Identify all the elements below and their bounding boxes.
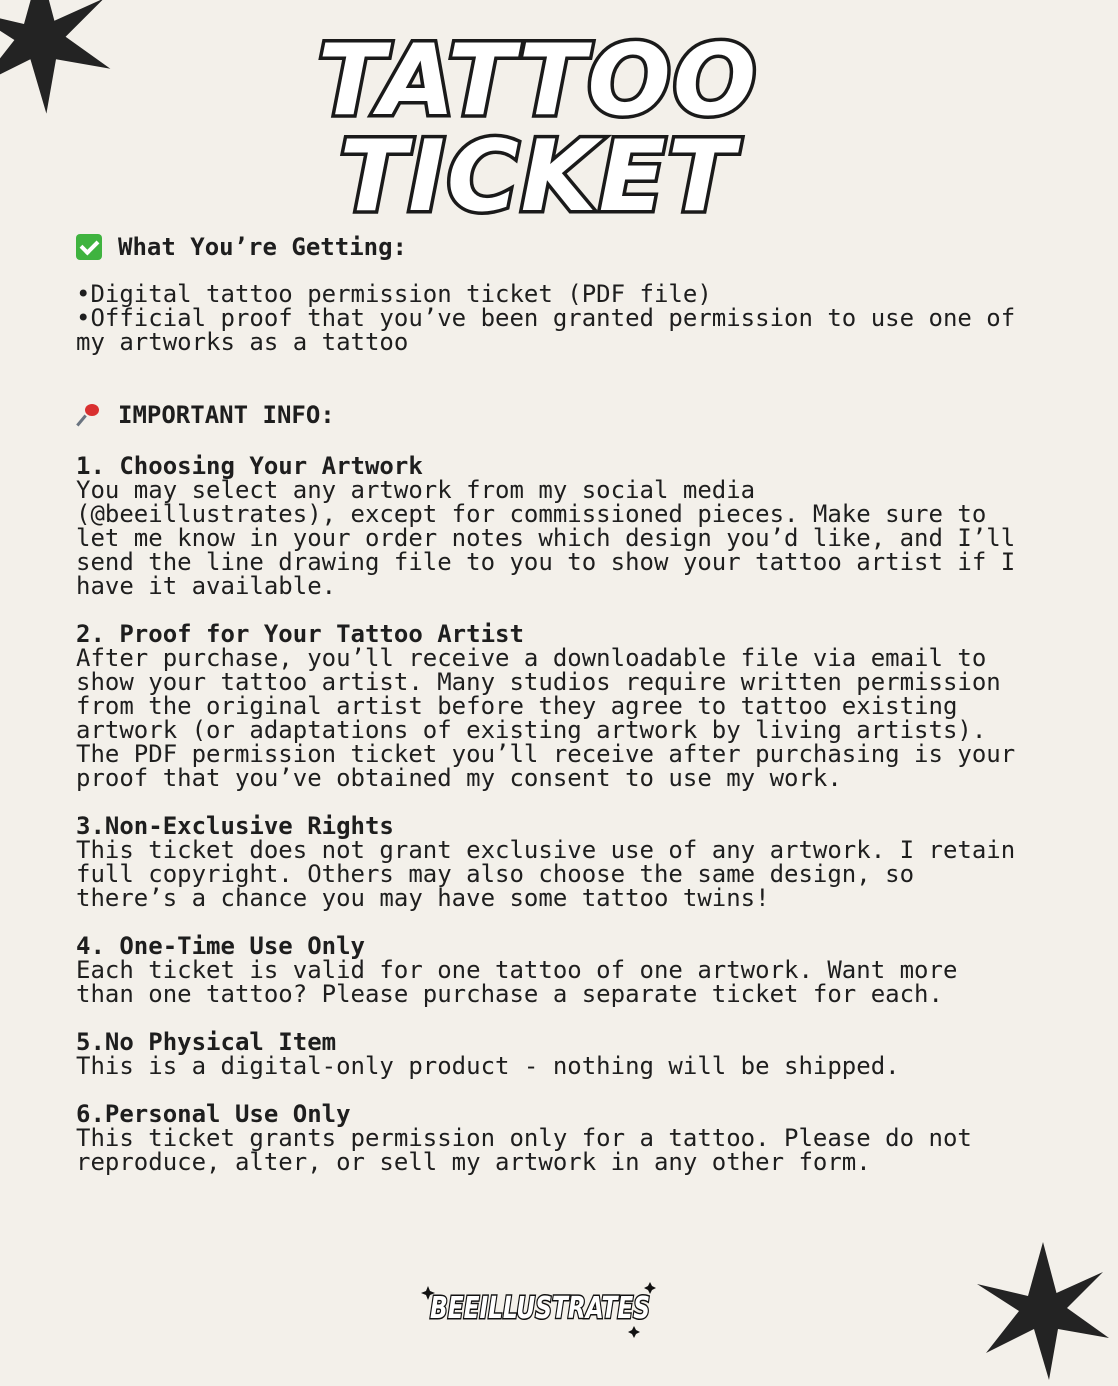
getting-list xyxy=(76,282,1016,354)
star-decoration-icon xyxy=(968,1236,1118,1386)
section-heading: 5.No Physical Item xyxy=(76,1028,337,1056)
section-personal-use xyxy=(76,1102,1016,1174)
list-item: •Official proof that you’ve been granted permission to use one of my artworks as a tattoo xyxy=(76,304,1016,356)
section-body: This ticket grants permission only for a tattoo. Please do not reproduce, alter, or sell my artwork in any other form. xyxy=(76,1124,972,1176)
getting-heading-text: What You’re Getting: xyxy=(118,233,407,261)
section-heading: 1. Choosing Your Artwork xyxy=(76,452,423,480)
section-body: After purchase, you’ll receive a downloadable file via email to show your tattoo artist. Many studios require written permission from the original artist before they agree to tattoo existing artwork (or adaptations of existing artwork by living artists). The PDF permission ticket you’ll receive after purchasing is your proof that you’ve obtained my consent to use my work. xyxy=(76,644,1016,792)
important-info-heading xyxy=(76,400,1016,430)
brand-logo-text: BEEILLUSTRATES xyxy=(430,1291,650,1326)
star-decoration-icon xyxy=(0,0,120,120)
getting-heading xyxy=(76,232,1016,262)
title-line-2: TICKET xyxy=(339,120,737,234)
section-heading: 6.Personal Use Only xyxy=(76,1100,351,1128)
section-heading: 2. Proof for Your Tattoo Artist xyxy=(76,620,524,648)
section-non-exclusive xyxy=(76,814,1016,910)
section-body: Each ticket is valid for one tattoo of one artwork. Want more than one tattoo? Please purchase a separate ticket for each. xyxy=(76,956,958,1008)
section-body: This is a digital-only product - nothing will be shipped. xyxy=(76,1052,900,1080)
important-info-heading-text: IMPORTANT INFO: xyxy=(118,401,335,429)
section-body: You may select any artwork from my social media (@beeillustrates), except for commissioned pieces. Make sure to let me know in your order notes which design you’d like, and I’ll send the line drawing file to you to show your tattoo artist if I have it available. xyxy=(76,476,1016,600)
list-item: •Digital tattoo permission ticket (PDF file) xyxy=(76,280,712,308)
section-heading: 4. One-Time Use Only xyxy=(76,932,365,960)
section-proof xyxy=(76,622,1016,790)
section-one-time-use xyxy=(76,934,1016,1006)
section-body: This ticket does not grant exclusive use of any artwork. I retain full copyright. Others may also choose the same design, so there’s a chance you may have some tattoo twins! xyxy=(76,836,1016,912)
section-choosing-artwork xyxy=(76,454,1016,598)
section-heading: 3.Non-Exclusive Rights xyxy=(76,812,394,840)
title-line-1: TATTOO xyxy=(317,24,759,138)
check-mark-icon xyxy=(76,234,102,260)
pushpin-icon xyxy=(76,402,102,428)
page-title xyxy=(300,18,780,234)
brand-logo xyxy=(420,1274,660,1338)
main-content xyxy=(76,232,1016,1174)
section-no-physical-item xyxy=(76,1030,1016,1078)
